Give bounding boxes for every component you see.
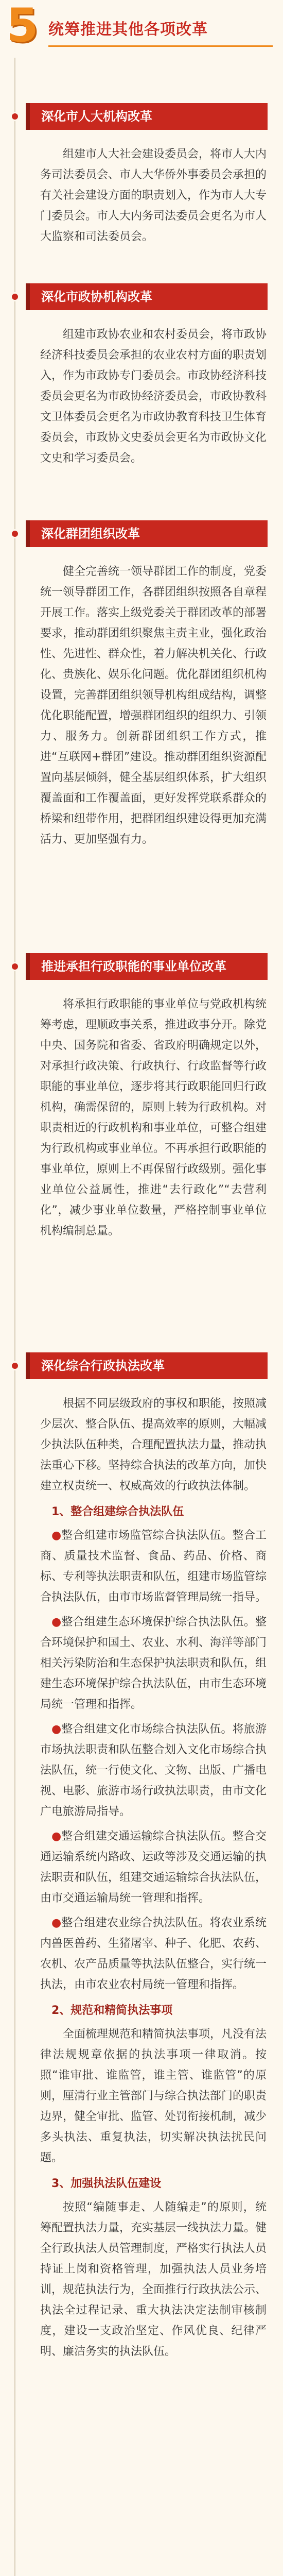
page-title: 统筹推进其他各项改革 [48, 21, 208, 39]
section-title: 推进承担行政职能的事业单位改革 [41, 959, 226, 974]
section-body [40, 562, 267, 850]
title-underline [48, 45, 273, 47]
section-banner [26, 283, 268, 310]
page-header [0, 0, 283, 57]
section-body [40, 144, 267, 247]
paragraph: 健全完善统一领导群团工作的制度，党委统一领导群团工作，各群团组织按照各自章程开展工作。落实上级党委关于群团改革的部署要求，推动群团组织聚焦主责主业，强化政治性、先进性、群众性，着力解决机关化、行政化、贵族化、娱乐化问题。优化群团组织机构设置，完善群团组织领导机构组成结构，调整优化职能配置，增强群团组织的组织力、引领力、服务力。创新群团组织工作方式，推进“互联网+群团”建设。推动群团组织资源配置向基层倾斜，健全基层组织体系，扩大组织覆盖面和工作覆盖面，更好发挥党联系群众的桥梁和纽带作用，把群团组织建设得更加充满活力、更加坚强有力。 [40, 565, 267, 846]
timeline-dot [10, 1361, 20, 1370]
section-npc-reform [0, 103, 283, 283]
paragraph: 组建市政协农业和农村委员会，将市政协经济科技委员会承担的农业农村方面的职责划入，作为市政协专门委员会。市政协经济科技委员会更名为市政协经济委员会，市政协教科文卫体委员会更名为市政协教育科技卫生体育委员会，市政协文史委员会更名为市政协文化文史和学习委员会。 [40, 328, 267, 465]
list-item-text: 整合组建生态环境保护综合执法队伍。整合环境保护和国土、农业、水利、海洋等部门相关污染防治和生态保护执法职责和队伍，组建生态环境保护综合执法队伍，由市生态环境局统一管理和指挥。 [40, 1616, 267, 1711]
section-title: 深化市政协机构改革 [41, 290, 152, 304]
section-body [40, 1394, 267, 2362]
section-mass-organization-reform [0, 520, 283, 953]
list-item-text: 整合组建交通运输综合执法队伍。整合交通运输系统内路政、运政等涉及交通运输的执法职责和队伍，组建交通运输综合执法队伍，由市交通运输局统一管理和指挥。 [40, 1830, 267, 1905]
section-cppcc-reform [0, 283, 283, 520]
section-body [40, 994, 267, 1242]
timeline-dot [10, 112, 20, 121]
list-item [40, 1913, 267, 1995]
list-item [40, 1719, 267, 1822]
list-item [40, 1612, 267, 1715]
paragraph: 将承担行政职能的事业单位与党政机构统筹考虑，理顺政事关系，推进政事分开。除党中央、国务院和省委、省政府明确规定以外，对承担行政决策、行政执行、行政监督等行政职能的事业单位，逐步将其行政职能回归行政机构，确需保留的，原则上转为行政机构。对职责相近的行政机构和事业单位，可整合组建为行政机构或事业单位。不再承担行政职能的事业单位，原则上不再保留行政级别。强化事业单位公益属性，推进“去行政化”“去营利化”，减少事业单位数量，严格控制事业单位机构编制总量。 [40, 998, 267, 1238]
section-banner [26, 520, 268, 547]
bullet-icon: ● [51, 1529, 62, 1542]
chapter-number: 5 [6, 0, 39, 53]
timeline-dot [10, 292, 20, 301]
bullet-icon: ● [51, 1830, 62, 1843]
bullet-icon: ● [51, 1723, 62, 1736]
section-banner [26, 103, 268, 130]
section-title: 深化群团组织改革 [41, 527, 140, 541]
section-banner [26, 1352, 268, 1379]
subsection-heading: 1、整合组建综合执法队伍 [51, 1505, 184, 1518]
section-banner [26, 953, 268, 980]
intro-paragraph: 根据不同层级政府的事权和职能，按照减少层次、整合队伍、提高效率的原则，大幅减少执法队伍种类，合理配置执法力量，推动执法重心下移。坚持综合执法的改革方向，加快建立权责统一、权威高效的行政执法体制。 [40, 1397, 267, 1493]
section-title: 深化市人大机构改革 [41, 109, 152, 124]
list-item [40, 1526, 267, 1608]
section-public-institution-reform [0, 953, 283, 1352]
bullet-icon: ● [51, 1917, 62, 1929]
section-title: 深化综合行政执法改革 [41, 1359, 165, 1373]
section-law-enforcement-reform [0, 1352, 283, 2576]
section-body [40, 325, 267, 469]
list-item [40, 1826, 267, 1909]
paragraph: 全面梳理规范和精简执法事项，凡没有法律法规规章依据的执法事项一律取消。按照“谁审批、谁监管，谁主管、谁监管”的原则，厘清行业主管部门与综合执法部门的职责边界，健全审批、监管、处罚衔接机制，减少多头执法、重复执法，切实解决执法扰民问题。 [40, 2028, 267, 2164]
subsection-heading: 2、规范和精简执法事项 [51, 2004, 173, 2017]
paragraph: 组建市人大社会建设委员会，将市人大内务司法委员会、市人大华侨外事委员会承担的有关社会建设方面的职责划入，作为市人大专门委员会。市人大内务司法委员会更名为市人大监察和司法委员会。 [40, 148, 267, 243]
bullet-icon: ● [51, 1616, 62, 1629]
timeline-dot [10, 529, 20, 538]
timeline-dot [10, 962, 20, 971]
list-item-text: 整合组建市场监管综合执法队伍。整合工商、质量技术监督、食品、药品、价格、商标、专利等执法职责和队伍，组建市场监管综合执法队伍，由市市场监督管理局统一指导。 [40, 1529, 267, 1604]
subsection-heading: 3、加强执法队伍建设 [51, 2177, 162, 2190]
list-item-text: 整合组建农业综合执法队伍。将农业系统内兽医兽药、生猪屠宰、种子、化肥、农药、农机、农产品质量等执法队伍整合，实行统一执法，由市农业农村局统一管理和指挥。 [40, 1917, 267, 1991]
paragraph: 按照“编随事走、人随编走”的原则，统筹配置执法力量，充实基层一线执法力量。健全行政执法人员管理制度，严格实行执法人员持证上岗和资格管理，加强执法人员业务培训，规范执法行为，全面推行行政执法公示、执法全过程记录、重大执法决定法制审核制度，建设一支政治坚定、作风优良、纪律严明、廉洁务实的执法队伍。 [40, 2201, 267, 2358]
list-item-text: 整合组建文化市场综合执法队伍。将旅游市场执法职责和队伍整合划入文化市场综合执法队伍，统一行使文化、文物、出版、广播电视、电影、旅游市场行政执法职责，由市文化广电旅游局指导。 [40, 1723, 267, 1818]
